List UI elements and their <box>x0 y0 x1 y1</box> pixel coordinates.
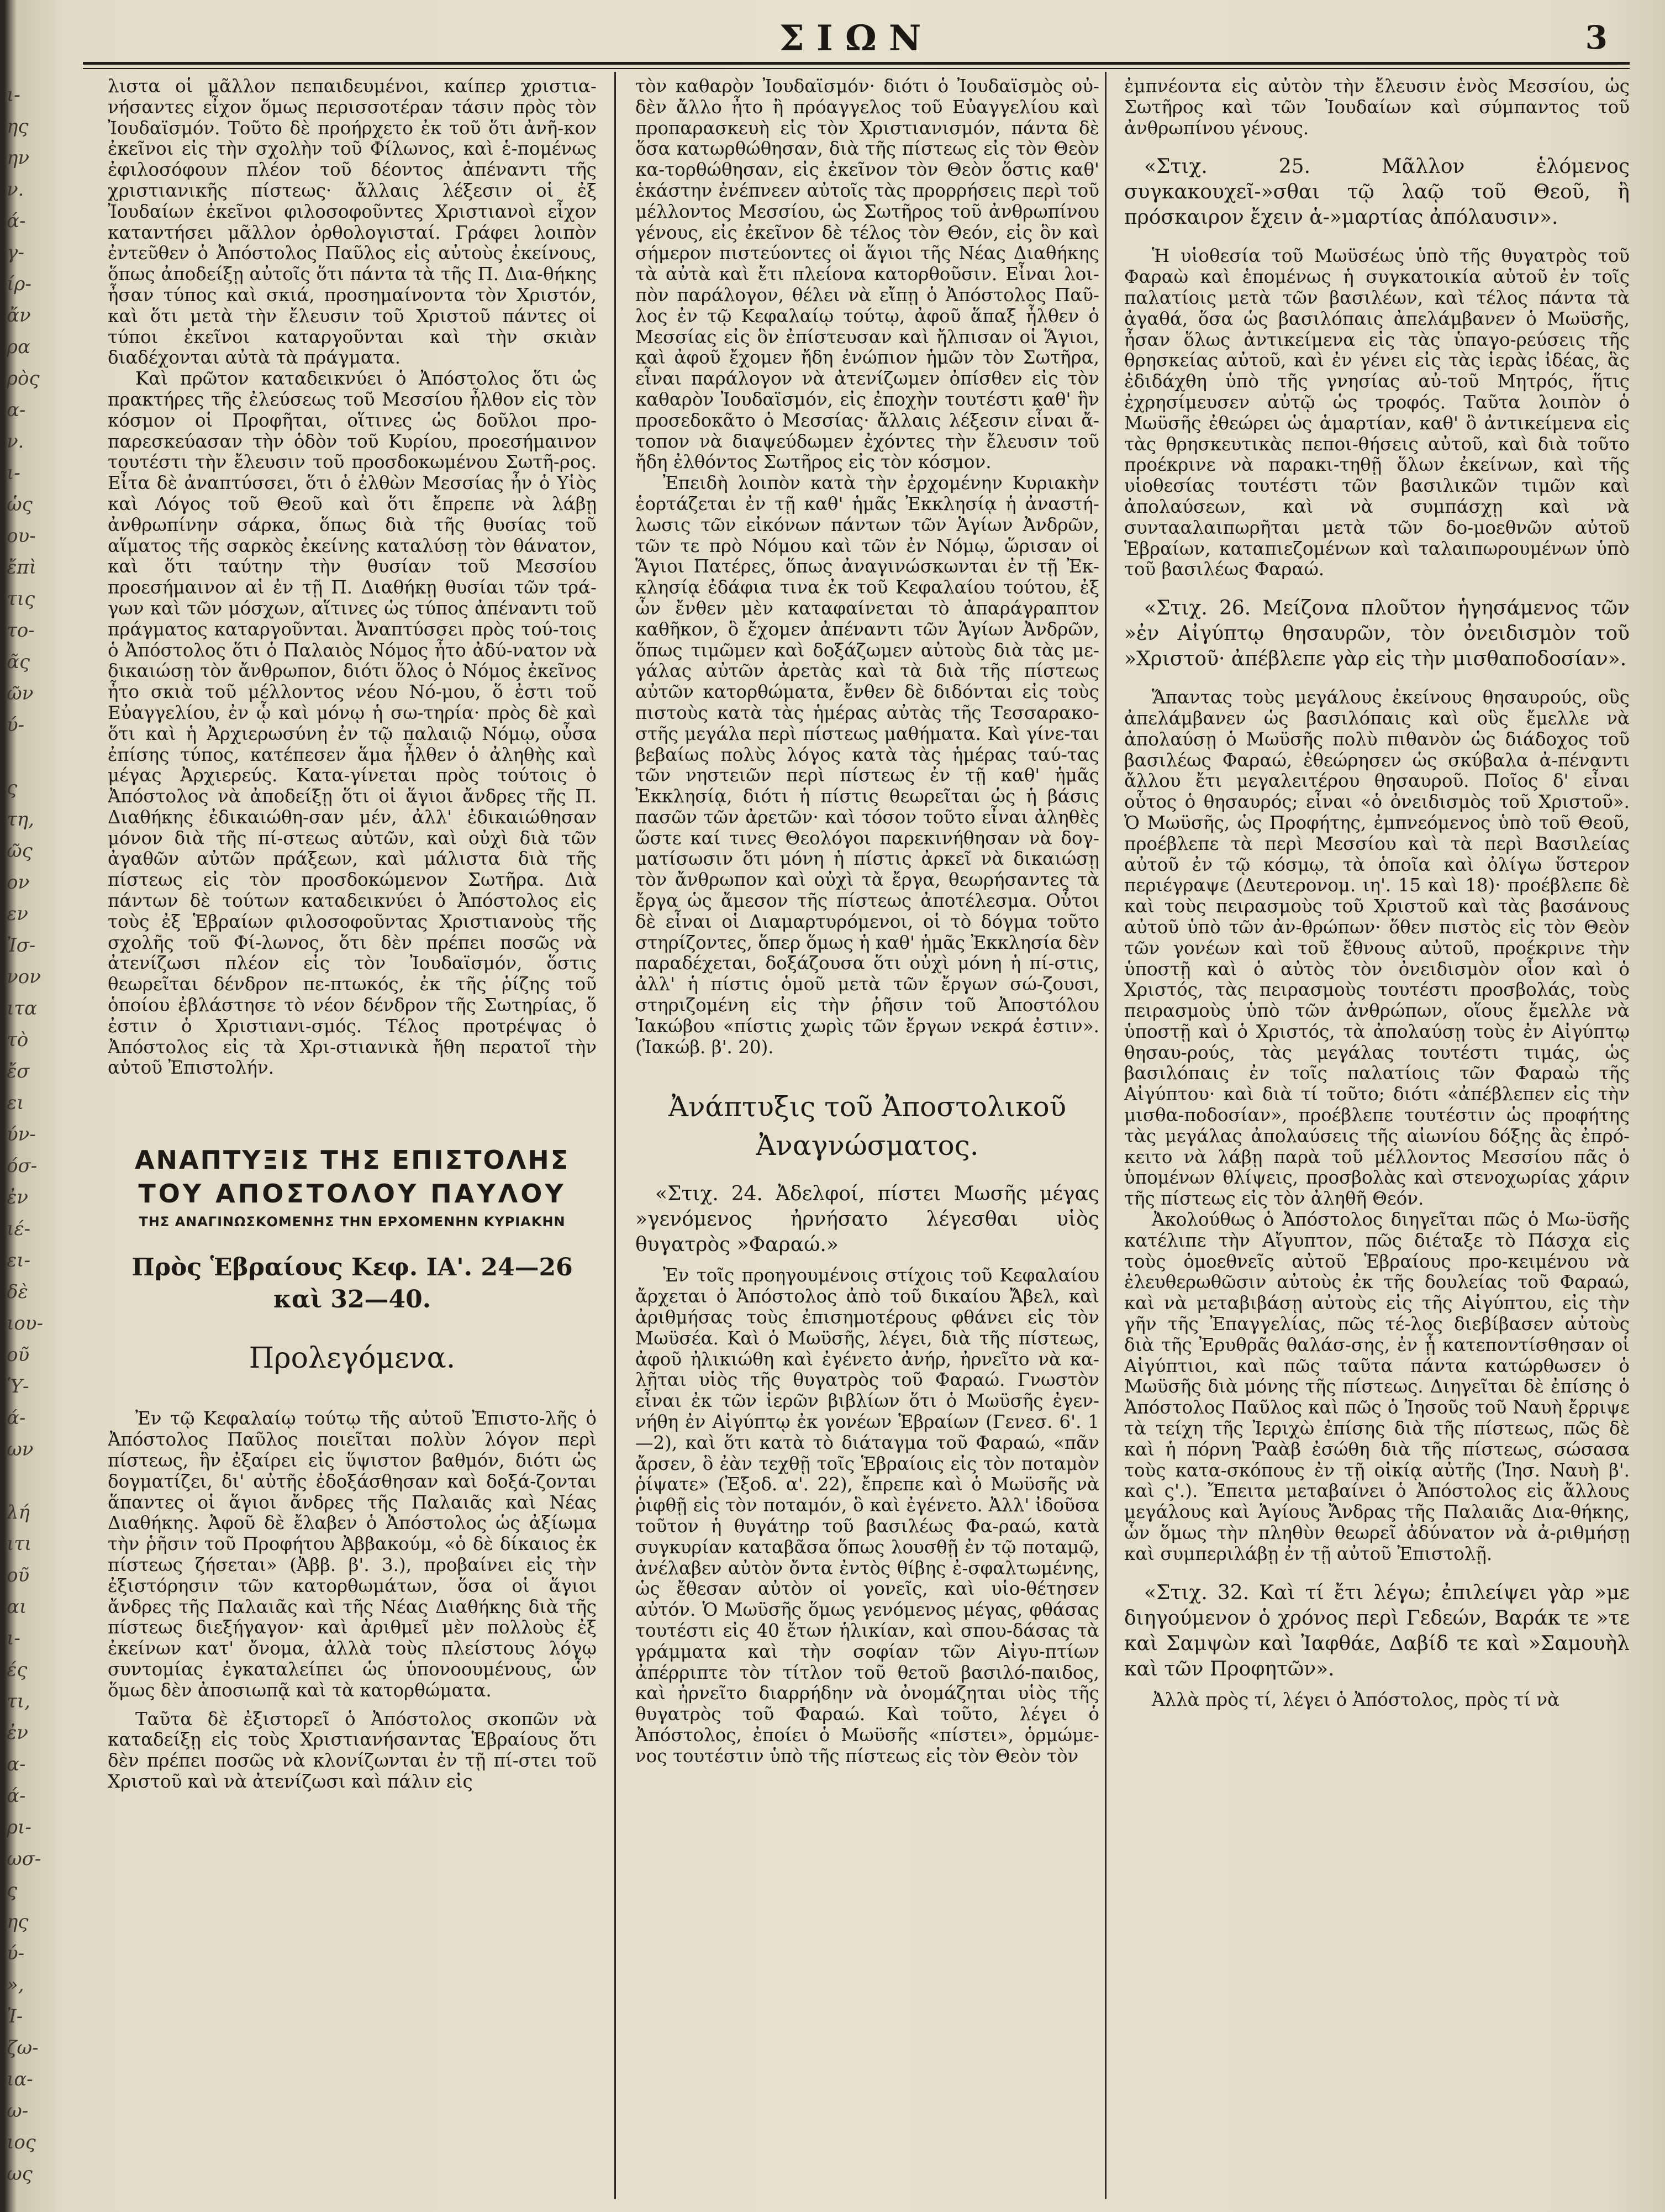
adjacent-page-fragment: ης <box>7 115 29 138</box>
adjacent-page-fragment: α- <box>7 1753 26 1775</box>
adjacent-page-fragment: τι, <box>7 1690 30 1712</box>
adjacent-page-fragment: ρὸς <box>7 367 40 390</box>
body-paragraph: Ἡ υἱοθεσία τοῦ Μωϋσέως ὑπὸ τῆς θυγατρὸς τοῦ Φαραὼ καὶ ἑπομένως ἡ συγκατοικία αὐτοῦ ἐν τοῖς παλατίοις μετὰ τῶν βασιλέων, καὶ τέλος πάντα τὰ ἀγαθά, ὅσα ὡς βασιλόπαις ἀπελάμβανεν ὁ Μωϋσῆς, ἦσαν ὅλως ἀντικείμενα εἰς τὰς ὑπαγο-ρεύσεις τῆς θρησκείας αὐτοῦ, καὶ ἐν γένει εἰς τὰς ἱερὰς ἰδέας, ἃς ἐδιδάχθη ὑπὸ τῆς γνησίας αὐ-τοῦ Μητρός, ἥτις ἐχρησίμευσεν αὐτῷ ὡς τροφός. Ταῦτα λοιπὸν ὁ Μωϋσῆς ἐθεώρει ὡς ἁμαρτίαν, καθ' ὃ ἀντικείμενα εἰς τὰς θρησκευτικὰς πεποι-θήσεις αὐτοῦ, καὶ διὰ τοῦτο προέκρινε νὰ παρακι-τηθῇ ὅλων ἐκείνων, καὶ τῆς υἱοθεσίας τουτέστι τῶν βασιλικῶν τιμῶν καὶ ἀπολαύσεων, καὶ νὰ συμπάσχῃ καὶ νὰ συντααλαιπωρῆται μετὰ τῶν δο-μοεθνῶν αὐτοῦ Ἑβραίων, καταπιεζομένων καὶ ταλαιπωρουμένων ὑπὸ τοῦ βασιλέως Φαραώ. <box>1124 245 1630 580</box>
adjacent-page-fragment: ῶν <box>7 682 34 705</box>
adjacent-page-fragment: οῦ <box>7 1344 30 1366</box>
adjacent-page-fragment: ει <box>7 1092 24 1114</box>
adjacent-page-fragment: ων <box>7 1438 34 1460</box>
section-subheading: ΤΗΣ ΑΝΑΓΙΝΩΣΚΟΜΕΝΗΣ ΤΗΝ ΕΡΧΟΜΕΝΗΝ ΚΥΡΙΑΚΗΝ <box>139 1213 566 1230</box>
adjacent-page-fragment: τις <box>7 588 35 610</box>
adjacent-page-fragment: το- <box>7 619 35 642</box>
scripture-reference: καὶ 32—40. <box>273 1285 431 1314</box>
adjacent-page-fragment: ως <box>7 2163 33 2185</box>
adjacent-page-fragment: οῦ <box>7 1564 30 1586</box>
adjacent-page-fragment: Ἰ- <box>7 2005 23 2027</box>
column-divider <box>1105 72 1107 2199</box>
adjacent-page-fragment <box>7 1469 55 1493</box>
adjacent-page-fragment: δὲ <box>7 1281 28 1303</box>
page-number: 3 <box>1585 19 1608 56</box>
adjacent-page-fragment: ρα <box>7 336 30 358</box>
adjacent-page-fragment: ἄν <box>7 304 31 327</box>
body-paragraph: τὸν καθαρὸν Ἰουδαϊσμόν· διότι ὁ Ἰουδαϊσμὸς οὐ-δὲν ἄλλο ἦτο ἢ πρόαγγελος τοῦ Εὐαγγελίου καὶ προπαρασκευὴ εἰς τὸν Χριστιανισμόν, πάντα δὲ ὅσα κατωρθώθησαν, διὰ τῆς πίστεως εἰς τὸν Θεὸν κα-τορθώθησαν, εἰς ἐκεῖνον τὸν Θεὸν ὅστις καθ' ἑκάστην ἐνέπνεεν αὐτοῖς τὰς προρρήσεις περὶ τοῦ μέλλοντος Μεσσίου, ὡς Σωτῆρος τοῦ ἀνθρωπίνου γένους, εἰς ἐκεῖνον δὲ τέλος τὸν Θεόν, εἰς ὃν καὶ σήμερον πιστεύοντες οἱ ἅγιοι τῆς Νέας Διαθήκης τὰ αὐτὰ καὶ ἔτι πλείονα κατορθοῦσιν. Εἶναι λοι-πὸν παράλογον, θέλει νὰ εἴπῃ ὁ Ἀπόστολος Παῦ-λος ἐν τῷ Κεφαλαίῳ τούτῳ, ἀφοῦ ἅπαξ ἦλθεν ὁ Μεσσίας εἰς ὃν ἐπίστευσαν καὶ ἤλπισαν οἱ Ἅγιοι, καὶ ἀφοῦ ἔχομεν ἤδη ἐνώπιον ἡμῶν τὸν Σωτῆρα, εἶναι παράλογον νὰ ἀτενίζωμεν ὀπίσθεν εἰς τὸν καθαρὸν Ἰουδαϊσμόν, εἰς ἐποχὴν τουτέστι καθ' ἣν προσεδοκᾶτο ὁ Μεσσίας· ἄλλαις λέξεσιν εἶναι ἄ-τοπον νὰ διαψεύδωμεν ἐχόντες τὴν ἔλευσιν τοῦ ἤδη ἐλθόντος Σωτῆρος εἰς τὸν κόσμον. <box>635 76 1099 473</box>
verse-quote: «Στιχ. 32. Καὶ τί ἔτι λέγω; ἐπιλείψει γὰρ »με διηγούμενον ὁ χρόνος περὶ Γεδεών, Βαράκ τε »τε καὶ Σαμψὼν καὶ Ἰαφθάε, Δαβίδ τε καὶ »Σαμουὴλ καὶ τῶν Προφητῶν». <box>1124 1581 1630 1680</box>
adjacent-page-fragment: ν. <box>7 430 24 453</box>
adjacent-page-fragment: ᾶς <box>7 651 30 673</box>
page-header <box>83 15 1630 65</box>
section-heading: ΤΟΥ ΑΠΟΣΤΟΛΟΥ ΠΑΥΛΟΥ <box>138 1179 566 1209</box>
adjacent-page-fragment: ου- <box>7 525 36 547</box>
body-paragraph: Ἐν τῷ Κεφαλαίῳ τούτῳ τῆς αὐτοῦ Ἐπιστο-λῆς ὁ Ἀπόστολος Παῦλος ποιεῖται πολὺν λόγον περὶ πίστεως, ἣν ἐξαίρει εἰς ὕψιστον βαθμόν, διότι ὡς δογματίζει, δι' αὐτῆς ἐδοξάσθησαν καὶ δοξά-ζονται ἅπαντες οἱ ἅγιοι ἄνδρες τῆς Παλαιᾶς καὶ Νέας Διαθήκης. Ἀφοῦ δὲ ἔλαβεν ὁ Ἀπόστολος ὡς ἀξίωμα τὴν ῥῆσιν τοῦ Προφήτου Ἀββακούμ, «ὁ δὲ δίκαιος ἐκ πίστεως ζήσεται» (Ἀββ. β'. 3.), προβαίνει εἰς τὴν ἐξιστόρησιν τῶν κατορθωμάτων, ὅσα οἱ ἅγιοι ἄνδρες τῆς Παλαιᾶς καὶ τῆς Νέας Διαθήκης διὰ τῆς πίστεως διεξήγαγον· καὶ ἀριθμεῖ μὲν πολλοὺς ἐξ ἐκείνων κατ' ὄνομα, ἀλλὰ τοὺς πλείστους λόγῳ συντομίας ἐγκαταλείπει ὡς ὑπονοουμένους, ὧν ὅμως δὲν ἀποσιωπᾷ καὶ τὰ κατορθώματα. <box>108 1408 597 1701</box>
body-paragraph: Ἐπειδὴ λοιπὸν κατὰ τὴν ἐρχομένην Κυριακὴν ἑορτάζεται ἐν τῇ καθ' ἡμᾶς Ἐκκλησίᾳ ἡ ἀναστή-λωσις τῶν εἰκόνων πάντων τῶν Ἁγίων Ἀνδρῶν, τῶν τε πρὸ Νόμου καὶ τῶν ἐν Νόμῳ, ὥρισαν οἱ Ἅγιοι Πατέρες, ὅπως ἀναγινώσκωνται ἐν τῇ Ἐκ-κλησίᾳ ἐδάφια τινα ἐκ τοῦ Κεφαλαίου τούτου, ἐξ ὧν ἔνθεν μὲν καταφαίνεται τὸ ἀπαράγραπτον καθῆκον, ὃ ἔχομεν ἀπέναντι τῶν Ἁγίων Ἀνδρῶν, ὅπως τιμῶμεν καὶ δοξάζωμεν αὐτοὺς διὰ τὰς με-γάλας αὐτῶν ἀρετὰς καὶ τὰ διὰ τῆς πίστεως αὐτῶν κατορθώματα, ἔνθεν δὲ διδόνται εἰς τοὺς πιστοὺς κατὰ τὰς ἡμέρας αὐτὰς τῆς Τεσσαρακο-στῆς μεγάλα περὶ πίστεως μαθήματα. Καὶ γίνε-ται βεβαίως πολὺς λόγος κατὰ τὰς ἡμέρας ταύ-τας τῶν νηστειῶν περὶ πίστεως ἐν τῇ καθ' ἡμᾶς Ἐκκλησίᾳ, διότι ἡ πίστις θεωρεῖται ὡς ἡ βάσις πασῶν τῶν ἀρετῶν· καὶ τόσον τοῦτο εἶναι ἀληθὲς ὥστε καί τινες Θεολόγοι παρεκινήθησαν νὰ δογ-ματίσωσιν ὅτι μόνη ἡ πίστις ἀρκεῖ νὰ δικαιώσῃ τὸν ἄνθρωπον καὶ οὐχὶ τὰ ἔργα, θεωρήσαντες τὰ ἔργα ὡς ἄμεσον τῆς πίστεως ἀποτέλεσμα. Οὗτοι δὲ εἶναι οἱ Διαμαρτυρόμενοι, οἱ τὸ δόγμα τοῦτο στηρίζοντες, ὅπερ ὅμως ἡ καθ' ἡμᾶς Ἐκκλησία δὲν παραδέχεται, δοξάζουσα ὅτι οὐχὶ μόνη ἡ πί-στις, ἀλλ' ἡ πίστις ὁμοῦ μετὰ τῶν ἔργων σώ-ζουσι, στηριζομένη εἰς τὴν ῥῆσιν τοῦ Ἀποστόλου Ἰακώβου «πίστις χωρὶς τῶν ἔργων νεκρά ἐστιν». (Ἰακώβ. β'. 20). <box>635 472 1099 1058</box>
column-divider <box>614 72 616 2199</box>
verse-quote: «Στιχ. 24. Ἀδελφοί, πίστει Μωσῆς μέγας »γενόμενος ἠρνήσατο λέγεσθαι υἱὸς θυγατρὸς »Φαραώ.» <box>635 1183 1099 1257</box>
adjacent-page-fragment: ιτα <box>7 997 38 1020</box>
adjacent-page-fragment: ης <box>7 1911 29 1933</box>
body-paragraph: Ταῦτα δὲ ἐξιστορεῖ ὁ Ἀπόστολος σκοπῶν νὰ καταδείξῃ εἰς τοὺς Χριστιανήσαντας Ἑβραίους ὅτι δὲν πρέπει ποσῶς νὰ κλονίζωνται ἐν τῇ πί-στει τοῦ Χριστοῦ καὶ νὰ ἀτενίζωσι καὶ πάλιν εἰς <box>108 1708 597 1792</box>
adjacent-page-fragment: τη, <box>7 808 34 831</box>
adjacent-page-fragment: ι- <box>7 1627 20 1649</box>
adjacent-page-fragment: α- <box>7 399 26 421</box>
adjacent-page-fragment: ν. <box>7 178 24 201</box>
adjacent-page-fragment: εν <box>7 903 28 925</box>
header-double-rule <box>83 62 1630 69</box>
body-paragraph: Ἀλλὰ πρὸς τί, λέγει ὁ Ἀπόστολος, πρὸς τί νὰ <box>1152 1689 1560 1710</box>
verse-quote: «Στιχ. 26. Μείζονα πλοῦτον ἡγησάμενος τῶν »ἐν Αἰγύπτῳ θησαυρῶν, τὸν ὀνειδισμὸν τοῦ »Χριστοῦ· ἀπέβλεπε γὰρ εἰς τὴν μισθαποδοσίαν». <box>1124 597 1630 671</box>
adjacent-page-fragment: ἔπὶ <box>7 556 36 579</box>
column-left <box>108 76 597 2198</box>
adjacent-page-fragment: τὸ <box>7 1029 29 1051</box>
adjacent-page-fragment: », <box>7 1974 24 1996</box>
adjacent-page-fragment: ς <box>7 1879 18 1901</box>
adjacent-page-fragment: ω- <box>7 2100 29 2122</box>
subsection-title: Ἀναγνώσματος. <box>756 1129 979 1162</box>
adjacent-page-edge <box>0 0 55 2212</box>
adjacent-page-fragment: ει- <box>7 1249 31 1271</box>
body-paragraph: ἐμπνέοντα εἰς αὐτὸν τὴν ἔλευσιν ἑνὸς Μεσσίου, ὡς Σωτῆρος καὶ τῶν Ἰουδαίων καὶ σύμπαντος τοῦ ἀνθρωπίνου γένους. <box>1124 76 1630 139</box>
adjacent-page-fragment <box>7 744 55 769</box>
adjacent-page-fragment: ρι- <box>7 1816 31 1838</box>
adjacent-page-fragment: ἐν <box>7 1186 28 1209</box>
adjacent-page-fragment: ίρ- <box>7 273 31 295</box>
adjacent-page-fragment: ιου- <box>7 1312 43 1334</box>
adjacent-page-fragment: ἔσ <box>7 1060 30 1083</box>
adjacent-page-fragment: ά- <box>7 210 26 232</box>
adjacent-page-fragment: ές <box>7 1659 28 1681</box>
body-paragraph: Ἀκολούθως ὁ Ἀπόστολος διηγεῖται πῶς ὁ Μω-ϋσῆς κατέλιπε τὴν Αἴγυπτον, πῶς διέταξε τὸ Πάσχα εἰς τοὺς ὁμοεθνεῖς αὐτοῦ Ἑβραίους προ-κειμένου νὰ ἐλευθερωθῶσιν αὐτοὺς ἐκ τῆς δουλείας τοῦ Φαραώ, καὶ νὰ μεταβιβάσῃ αὐτοὺς εἰς τῆς Αἰγύπτου, εἰς τὴν γῆν τῆς Ἐπαγγελίας, πῶς τέ-λος διεβίβασεν αὐτοὺς διὰ τῆς Ἐρυθρᾶς θαλάσ-σης, ἐν ᾗ κατεποντίσθησαν οἱ Αἰγύπτιοι, καὶ πῶς ταῦτα πάντα κατώρθωσεν ὁ Μωϋσῆς διὰ μόνης τῆς πίστεως. Διηγεῖται δὲ ἐπίσης ὁ Ἀπόστολος Παῦλος καὶ πῶς ὁ Ἰησοῦς τοῦ Ναυὴ ἔρριψε τὰ τείχη τῆς Ἰεριχὼ ἐπίσης διὰ τῆς πίστεως, πῶς δὲ καὶ ἡ πόρνη Ῥαὰβ ἐσώθη διὰ τῆς πίστεως, σώσασα τοὺς κατα-σκόπους ἐν τῇ οἰκίᾳ αὐτῆς (Ἰησ. Ναυὴ β'. καὶ ς'.). Ἔπειτα μεταβαίνει ὁ Ἀπόστολος εἰς ἄλλους μεγάλους καὶ Ἁγίους Ἄνδρας τῆς Παλαιᾶς Δια-θήκης, ὧν ὅμως τὴν πληθὺν θεωρεῖ ἀδύνατον νὰ ἀ-ριθμήσῃ καὶ συμπεριλάβῃ ἐν τῇ αὐτοῦ Ἐπιστολῇ. <box>1124 1209 1630 1564</box>
adjacent-page-fragment: ιος <box>7 2131 36 2153</box>
body-paragraph: λιστα οἱ μᾶλλον πεπαιδευμένοι, καίπερ χριστια-νήσαντες εἶχον ὅμως περισσοτέραν τάσιν πρὸς τὸν Ἰουδαϊσμόν. Τοῦτο δὲ προήρχετο ἐκ τοῦ ὅτι ἀνῆ-κον ἐκεῖνοι εἰς τὴν σχολὴν τοῦ Φίλωνος, καὶ ἑ-πομένως ἐφιλοσόφουν πλέον τοῦ δέοντος ἀπέναντι τῆς χριστιανικῆς πίστεως· ἄλλαις λέξεσιν οἱ ἐξ Ἰουδαίων ἐκεῖνοι φιλοσοφοῦντες Χριστιανοὶ εἶχον καταντήσει μᾶλλον ὀρθολογισταί. Γράφει λοιπὸν ἐντεῦθεν ὁ Ἀπόστολος Παῦλος εἰς αὐτοὺς ἐκείνους, ὅπως ἀποδείξῃ αὐτοῖς ὅτι πάντα τὰ τῆς Π. Δια-θήκης ἦσαν τύπος καὶ σκιά, προσημαίνοντα τὸν Χριστόν, καὶ ὅτι μετὰ τὴν ἔλευσιν τοῦ Χριστοῦ πάντες οἱ τύποι ἐκεῖνοι καταργοῦνται καὶ τὴν σκιὰν διαδέχονται αὐτὰ τὰ πράγματα. <box>108 76 597 369</box>
adjacent-page-fragment: ά- <box>7 1407 26 1429</box>
adjacent-page-fragment: ιτι <box>7 1533 32 1555</box>
adjacent-page-fragment: ὡς <box>7 493 33 516</box>
adjacent-page-fragment: ς <box>7 777 18 799</box>
adjacent-page-fragment: ύ- <box>7 1942 25 1964</box>
adjacent-page-fragment: γ- <box>7 241 24 264</box>
adjacent-page-fragment: Ὑ- <box>7 1375 29 1397</box>
adjacent-page-fragment: ια- <box>7 2068 33 2090</box>
subsection-title: Προλεγόμενα. <box>249 1342 456 1375</box>
scripture-reference: Πρὸς Ἑβραίους Κεφ. ΙΑ'. 24—26 <box>131 1253 573 1282</box>
adjacent-page-fragment: ωσ- <box>7 1848 41 1870</box>
masthead-title: ΣΙΩΝ <box>779 18 934 59</box>
verse-quote: «Στιχ. 25. Μᾶλλον ἑλόμενος συγκακουχεῖ-»σθαι τῷ λαῷ τοῦ Θεοῦ, ἢ πρόσκαιρον ἔχειν ἁ-»μαρτίας ἀπόλαυσιν». <box>1124 155 1630 229</box>
adjacent-page-fragment: ά- <box>7 1785 26 1807</box>
adjacent-page-fragment: ζω- <box>7 2037 39 2059</box>
body-paragraph: Ἐν τοῖς προηγουμένοις στίχοις τοῦ Κεφαλαίου ἄρχεται ὁ Ἀπόστολος ἀπὸ τοῦ δικαίου Ἄβελ, καὶ ἀριθμήσας τοὺς ἐπισημοτέρους φθάνει εἰς τὸν Μωϋσέα. Καὶ ὁ Μωϋσῆς, λέγει, διὰ τῆς πίστεως, ἀφοῦ ἠλικιώθη καὶ ἐγένετο ἀνήρ, ἠρνεῖτο νὰ κα-λῆται υἱὸς τῆς θυγατρὸς τοῦ Φαραώ. Γνωστὸν εἶναι ἐκ τῶν ἱερῶν βιβλίων ὅτι ὁ Μωϋσῆς ἐγεν-νήθη ἐν Αἰγύπτῳ ἐκ γονέων Ἑβραίων (Γενεσ. 6'. 1—2), καὶ ὅτι κατὰ τὸ διάταγμα τοῦ Φαραώ, «πᾶν ἄρσεν, ὃ ἐὰν τεχθῇ τοῖς Ἑβραίοις εἰς τὸν ποταμὸν ῥίψατε» (Ἐξοδ. α'. 22), ἔπρεπε καὶ ὁ Μωϋσῆς νὰ ῥιφθῇ εἰς τὸν ποταμόν, ὃ καὶ ἐγένετο. Ἀλλ' ἰδοῦσα τοῦτον ἡ θυγάτηρ τοῦ βασιλέως Φα-ραώ, κατὰ συγκυρίαν καταβᾶσα ὅπως λουσθῇ ἐν τῷ ποταμῷ, ἀνέλαβεν αὐτὸν ὄντα ἐντὸς θίβης ἐ-σφαλτωμένης, ὡς ἔθεσαν αὐτὸν οἱ γονεῖς, καὶ υἱο-θέτησεν αὐτόν. Ὁ Μωϋσῆς ὅμως γενόμενος μέγας, φθάσας τουτέστι εἰς 40 ἔτων ἡλικίαν, καὶ σπου-δάσας τὰ γράμματα καὶ τὴν σοφίαν τῶν Αἰγυ-πτίων ἀπέρριπτε τὸν τίτλον τοῦ θετοῦ βασιλό-παιδος, καὶ ἠρνεῖτο διαρρήδην νὰ ὀνομάζηται υἱὸς τῆς θυγατρὸς τοῦ Φαραώ. Καὶ τοῦτο, λέγει ὁ Ἀπόστολος, ἐποίει ὁ Μωϋσῆς «πίστει», ὁρμώμε-νος τουτέστιν ὑπὸ τῆς πίστεως εἰς τὸν Θεὸν τὸν <box>635 1265 1099 1767</box>
adjacent-page-fragment: ι- <box>7 84 20 106</box>
adjacent-page-fragment: ι- <box>7 462 20 484</box>
adjacent-page-fragment: ύ- <box>7 714 25 736</box>
body-paragraph: Ἅπαντας τοὺς μεγάλους ἐκείνους θησαυρούς, οὓς ἀπελάμβανεν ὡς βασιλόπαις καὶ οὓς ἔμελλε νὰ ἀπολαύσῃ ὁ Μωϋσῆς πολὺ πιθανὸν ὡς διάδοχος τοῦ βασιλέως Φαραώ, ἐθεώρησεν ὡς σκύβαλα ἀ-πέναντι ἄλλου ἔτι μεγαλειτέρου θησαυροῦ. Ποῖος δ' εἶναι οὗτος ὁ θησαυρός; εἶναι «ὁ ὀνειδισμὸς τοῦ Χριστοῦ». Ὁ Μωϋσῆς, ὡς Προφήτης, ἐμπνεόμενος ὑπὸ τοῦ Θεοῦ, προέβλεπε τὰ περὶ Μεσσίου καὶ τὰ περὶ Βασιλείας αὐτοῦ ἐν τῷ κόσμῳ, τὰ ὁποῖα καὶ ὀλίγω ὕστερον περιέγραψε (Δευτερονομ. ιη'. 15 καὶ 18)· προέβλεπε δὲ καὶ τοὺς πειρασμοὺς τοῦ Χριστοῦ καὶ τὰς βασάνους αὐτοῦ ὑπὸ τῶν ἀν-θρώπων· ὅθεν πιστὸς εἰς τὸν Θεὸν τῶν γονέων καὶ τοῦ ἔθνους αὐτοῦ, προέκρινε τὴν ὑποστῇ καὶ ὁ αὐτὸς τὸν ὀνειδισμὸν οἷον καὶ ὁ Χριστός, τὰς πειρασμοὺς τουτέστι προσβολάς, τοὺς πειρασμοὺς ὑπὸ τῶν ἀνθρώπων, οἵους ἔμελλε νὰ ὑποστῇ καὶ ὁ Χριστός, τὰ ἀπολαύσῃ τοὺς ἐν Αἰγύπτῳ θησαυ-ρούς, τὰς μεγάλας τουτέστι τιμάς, ὡς βασιλόπαις ἐν τοῖς παλατίοις τῶν Φαραὼ τῆς Αἰγύπτου· καὶ διὰ τί τοῦτο; διότι «ἀπέβλεπεν εἰς τὴν μισθα-ποδοσίαν», προέβλεπε τουτέστιν ὡς προφήτης τὰς μεγάλας ἀπολαύσεις τῆς αἰωνίου δόξης ἃς ἐπρό-κειτο νὰ λάβῃ παρὰ τοῦ μέλλοντος Μεσσίου πᾶς ὁ ὑπομένων θλίψεις, προσβολὰς καὶ στενοχωρίας χάριν τῆς πίστεως εἰς τὸν ἀληθῆ Θεόν. <box>1124 687 1630 1210</box>
adjacent-page-fragment: αι <box>7 1596 27 1618</box>
adjacent-page-fragment: ῶς <box>7 840 33 862</box>
adjacent-page-fragment: ην <box>7 147 30 169</box>
adjacent-page-fragment: ύν- <box>7 1123 36 1146</box>
adjacent-page-fragment: λή <box>7 1501 30 1523</box>
adjacent-page-fragment: όσ- <box>7 1155 38 1177</box>
section-heading: ΑΝΑΠΤΥΞΙΣ ΤΗΣ ΕΠΙΣΤΟΛΗΣ <box>134 1145 570 1175</box>
body-paragraph: Καὶ πρῶτον καταδεικνύει ὁ Ἀπόστολος ὅτι ὡς πρακτήρες τῆς ἐλεύσεως τοῦ Μεσσίου ἦλθον εἰς τὸν κόσμον οἱ Προφῆται, οἵτινες ὡς δοῦλοι προ-παρεσκεύασαν τὴν ὁδὸν τοῦ Κυρίου, προεσήμαινον τουτέστι τὴν ἔλευσιν τοῦ προσδοκωμένου Σωτῆ-ρος. Εἶτα δὲ ἀναπτύσσει, ὅτι ὁ ἐλθὼν Μεσσίας ἦν ὁ Υἱὸς καὶ Λόγος τοῦ Θεοῦ καὶ ὅτι ἔπρεπε νὰ λάβῃ ἀνθρωπίνην σάρκα, ὅπως διὰ τῆς θυσίας τοῦ αἵματος τῆς σαρκὸς ἐκείνης καταλύσῃ τὸν θάνατον, καὶ ὅτι ταύτην τὴν θυσίαν τοῦ Μεσσίου προεσήμαινον αἱ ἐν τῇ Π. Διαθήκῃ θυσίαι τῶν τρά-γων καὶ τῶν μόσχων, αἵτινες ὡς τύπος ἀπέναντι τοῦ πράγματος καταργοῦνται. Ἀναπτύσσει πρὸς τού-τοις ὁ Ἀπόστολος ὅτι ὁ Παλαιὸς Νόμος ἦτο ἀδύ-νατον νὰ δικαιώσῃ τὸν ἄνθρωπον, διότι ὅλος ὁ Νόμος ἐκεῖνος ἦτο σκιὰ τοῦ μέλλοντος νέου Νό-μου, ὅ ἐστι τοῦ Εὐαγγελίου, ἐν ᾧ καὶ μόνῳ ἡ σω-τηρία· πρὸς δὲ καὶ ὅτι καὶ ἡ Ἀρχιερωσύνη ἐν τῷ παλαιῷ Νόμῳ, οὖσα ἐπίσης τύπος, κατέπεσεν ἅμα ἦλθεν ὁ ἀληθὴς καὶ μέγας Ἀρχιερεύς. Κατα-γίνεται πρὸς τούτοις ὁ Ἀπόστολος νὰ ἀποδείξῃ ὅτι οἱ ἅγιοι ἄνδρες τῆς Π. Διαθήκης ἐδικαιώθη-σαν μέν, ἀλλ' ἐδικαιώθησαν μόνον διὰ τῆς πί-στεως αὐτῶν, καὶ οὐχὶ διὰ τῶν ἀγαθῶν αὐτῶν πράξεων, καὶ μάλιστα διὰ τῆς πίστεως εἰς τὸν προσδοκώμενον Σωτῆρα. Διὰ πάντων δὲ τούτων καταδεικνύει ὁ Ἀπόστολος εἰς τοὺς ἐξ Ἑβραίων φιλοσοφοῦντας Χριστιανοὺς τῆς σχολῆς τοῦ Φί-λωνος, ὅτι δὲν πρέπει ποσῶς νὰ ἀτενίζωσι πλέον εἰς τὸν Ἰουδαϊσμόν, ὅστις θεωρεῖται δένδρον πε-πτωκός, ἐκ τῆς ῥίζης τοῦ ὁποίου ἐβλάστησε τὸ νέον δένδρον τῆς Σωτηρίας, ὅ ἐστιν ὁ Χριστιανι-σμός. Τέλος προτρέψας ὁ Ἀπόστολος εἰς τὰ Χρι-στιανικὰ ἤθη περατοῖ τὴν αὐτοῦ Ἐπιστολήν. <box>108 368 597 1079</box>
adjacent-page-fragment: ον <box>7 871 30 894</box>
column-right <box>1124 76 1630 2198</box>
adjacent-page-fragment: Ἰσ- <box>7 934 36 957</box>
adjacent-page-fragment: νον <box>7 966 41 988</box>
adjacent-page-fragment: ἐν <box>7 1722 28 1744</box>
adjacent-page-fragment: ιέ- <box>7 1218 31 1240</box>
column-middle <box>635 76 1099 2198</box>
subsection-title: Ἀνάπτυξις τοῦ Ἀποστολικοῦ <box>668 1091 1067 1123</box>
